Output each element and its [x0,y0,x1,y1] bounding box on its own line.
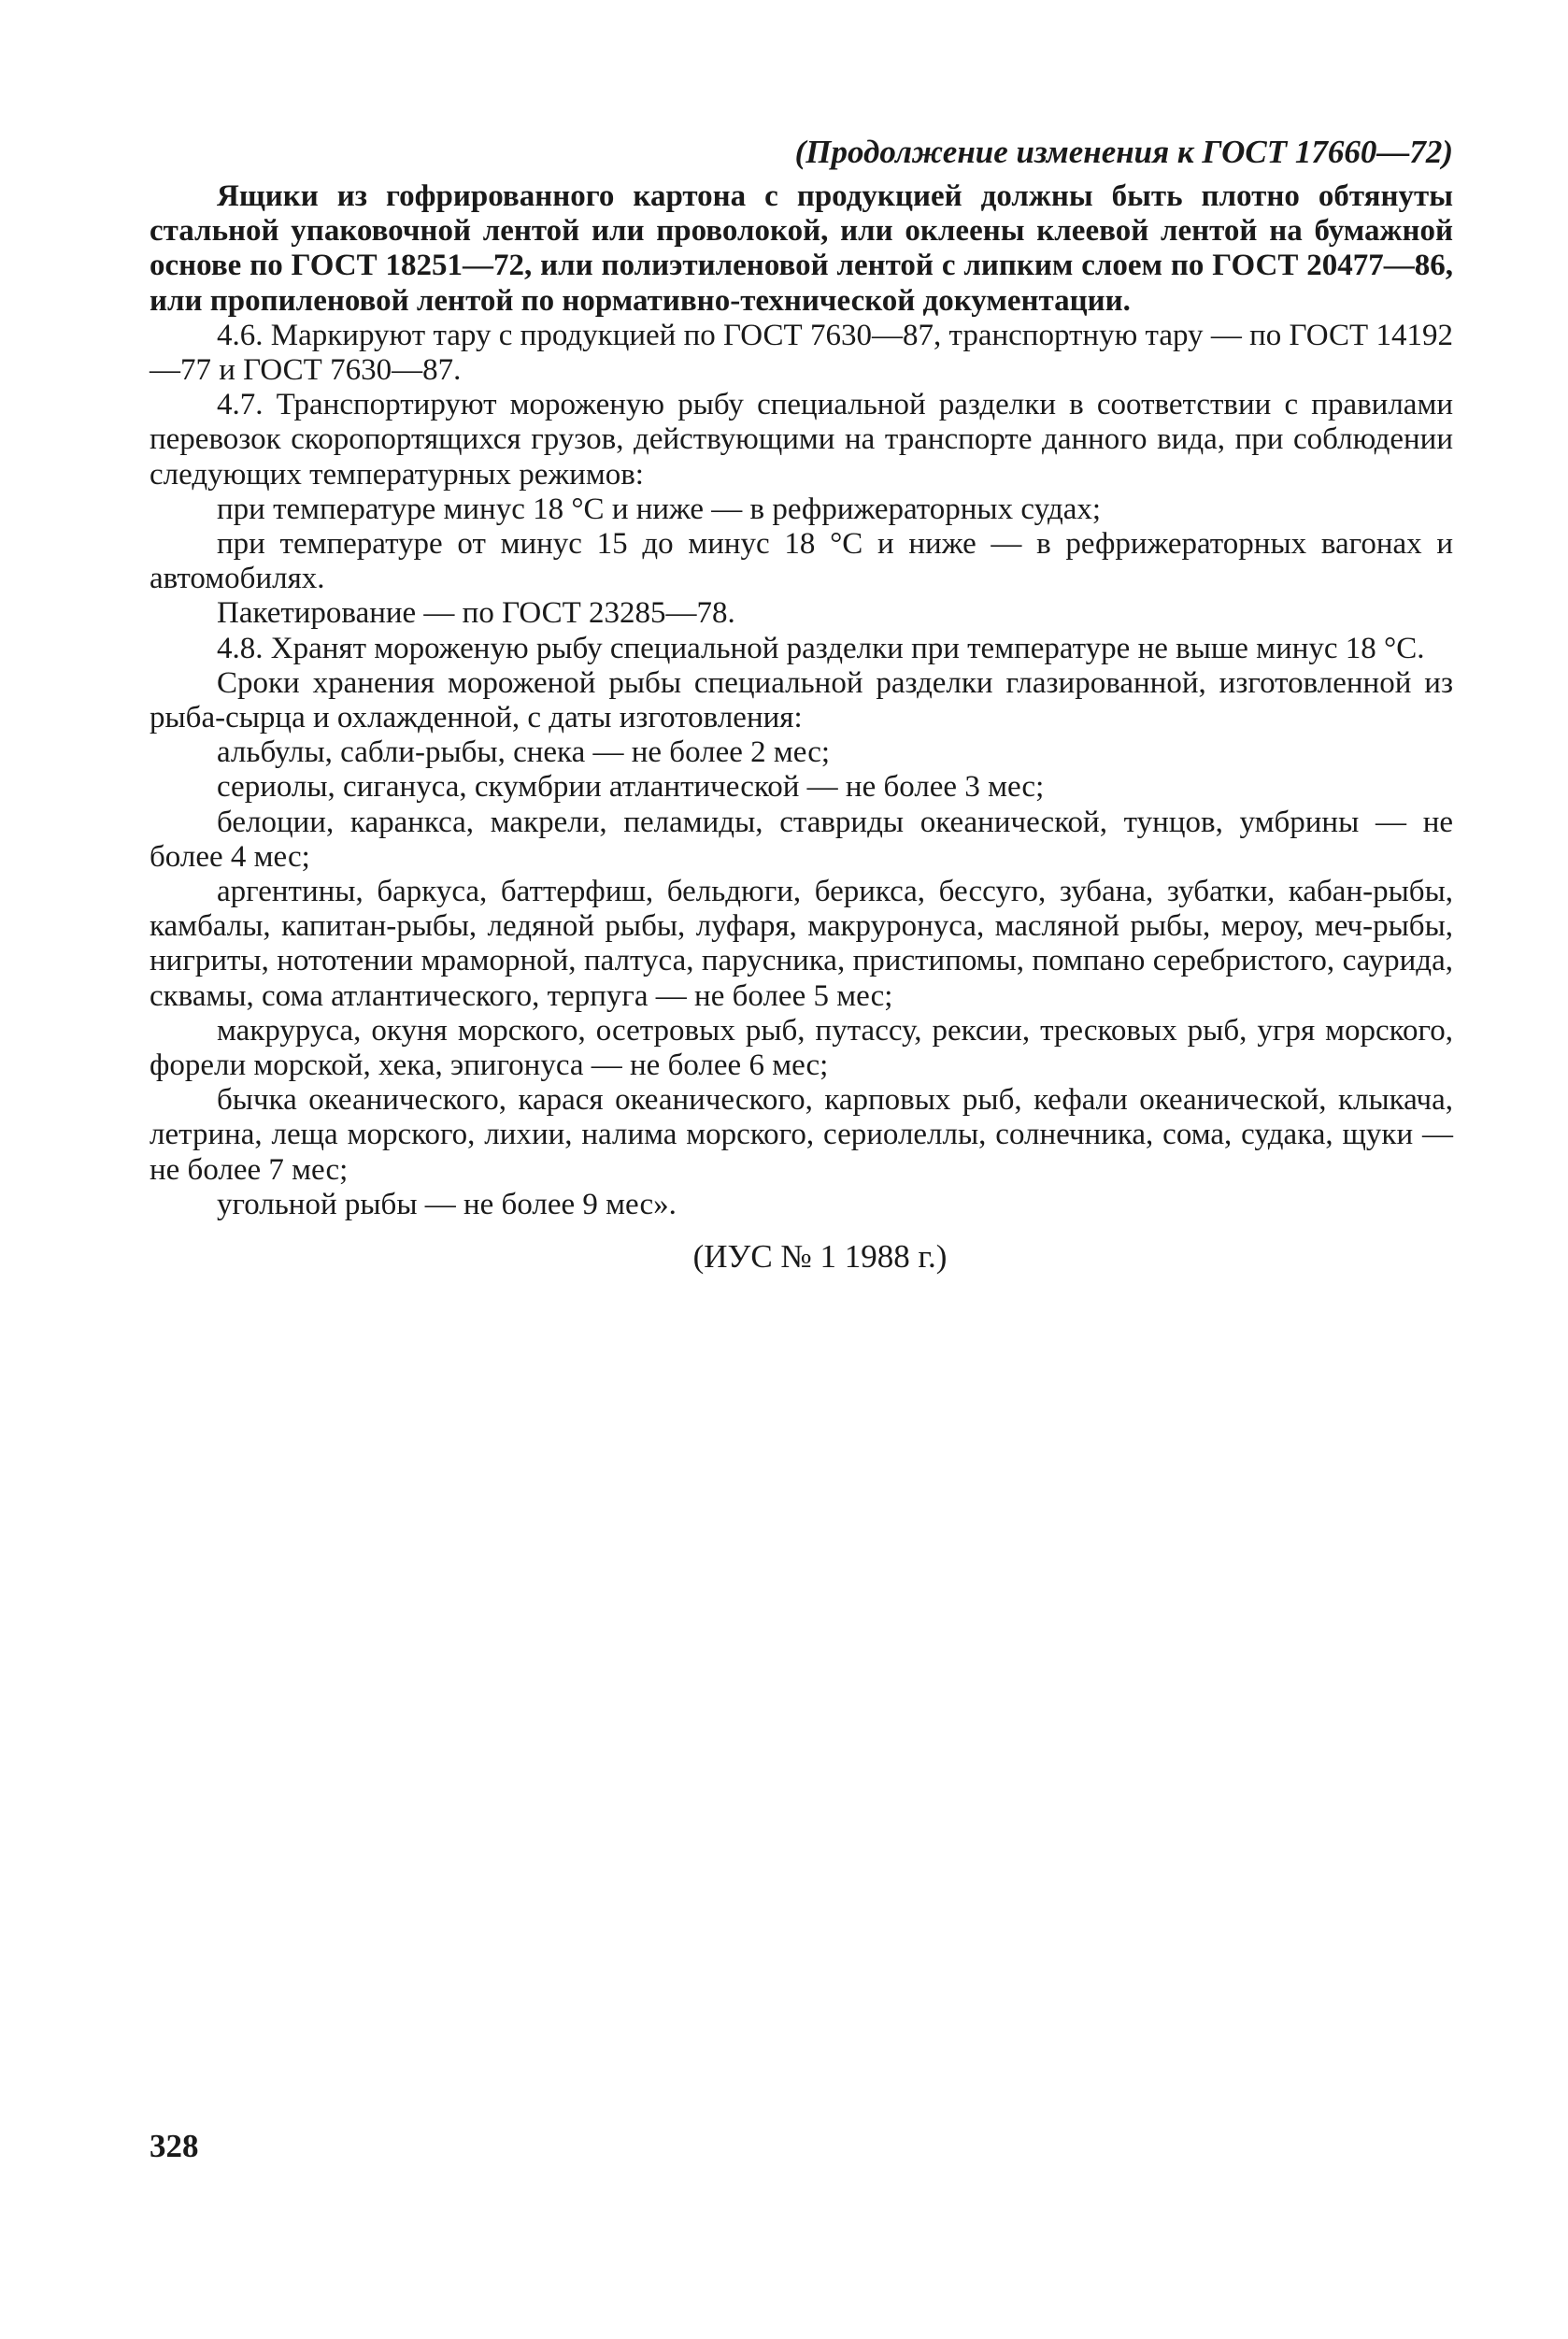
list-item-4-months: белоции, каранкса, макрели, пеламиды, ставриды океанической, тунцов, умбрины — не более 4 мес; [150,805,1453,874]
list-item-5-months: аргентины, баркуса, баттерфиш, бельдюги, берикса, бессуго, зубана, зубатки, кабан-рыбы, камбалы, капитан-рыбы, ледяной рыбы, луфаря, макруронуса, масляной рыбы, мероу, меч-рыбы, нигриты, нототении мраморной, палтуса, парусника, пристипомы, помпано серебристого, саурида, сквамы, сома атлантического, терпуга — не более 5 мес; [150,875,1453,1013]
list-item-6-months: макруруса, окуня морского, осетровых рыб, путассу, рексии, тресковых рыб, угря морского, форели морской, хека, эпигонуса — не более 6 мес; [150,1013,1453,1083]
list-item-7-months: бычка океанического, карася океанического, карповых рыб, кефали океанической, клыкача, летрина, леща морского, лихии, налима морского, сериолеллы, солнечника, сома, судака, щуки — не более 7 мес; [150,1083,1453,1187]
paragraph-transport-wagons: при температуре от минус 15 до минус 18 °С и ниже — в рефрижераторных вагонах и автомобилях. [150,527,1453,596]
list-item-9-months: угольной рыбы — не более 9 мес». [217,1187,677,1221]
page-number: 328 [150,2128,199,2164]
paragraph-4-6-marking: 4.6. Маркируют тару с продукцией по ГОСТ 7630—87, транспортную тару — по ГОСТ 14192—77 и ГОСТ 7630—87. [150,318,1453,388]
list-item-3-months: сериолы, сигануса, скумбрии атлантической — не более 3 мес; [217,770,1045,805]
document-page [150,131,1453,1278]
document-body [150,179,1453,1222]
closing-reference: (ИУС № 1 1988 г.) [692,1238,948,1276]
paragraph-palletizing: Пакетирование — по ГОСТ 23285—78. [217,596,735,631]
paragraph-transport-ships: при температуре минус 18 °С и ниже — в рефрижераторных судах; [217,492,1102,526]
running-header: (Продолжение изменения к ГОСТ 17660—72) [794,134,1453,170]
list-item-2-months: альбулы, сабли-рыбы, снека — не более 2 мес; [217,735,831,770]
paragraph-4-7-transport: 4.7. Транспортируют мороженую рыбу специальной разделки в соответствии с правилами перевозок скоропортящихся грузов, действующими на транспорте данного вида, при соблюдении следующих температурных режимов: [150,388,1453,492]
paragraph-4-8-storage: 4.8. Хранят мороженую рыбу специальной разделки при температуре не выше минус 18 °С. [217,631,1425,665]
paragraph-packaging: Ящики из гофрированного картона с продукцией должны быть плотно обтянуты стальной упаковочной лентой или проволокой, или оклеены клеевой лентой на бумажной основе по ГОСТ 18251—72, или полиэтиленовой лентой с липким слоем по ГОСТ 20477—86, или пропиленовой лентой по нормативно-технической документации. [150,179,1453,318]
paragraph-storage-terms: Сроки хранения мороженой рыбы специальной разделки глазированной, изготовленной из рыба-сырца и охлажденной, с даты изготовления: [150,665,1453,735]
